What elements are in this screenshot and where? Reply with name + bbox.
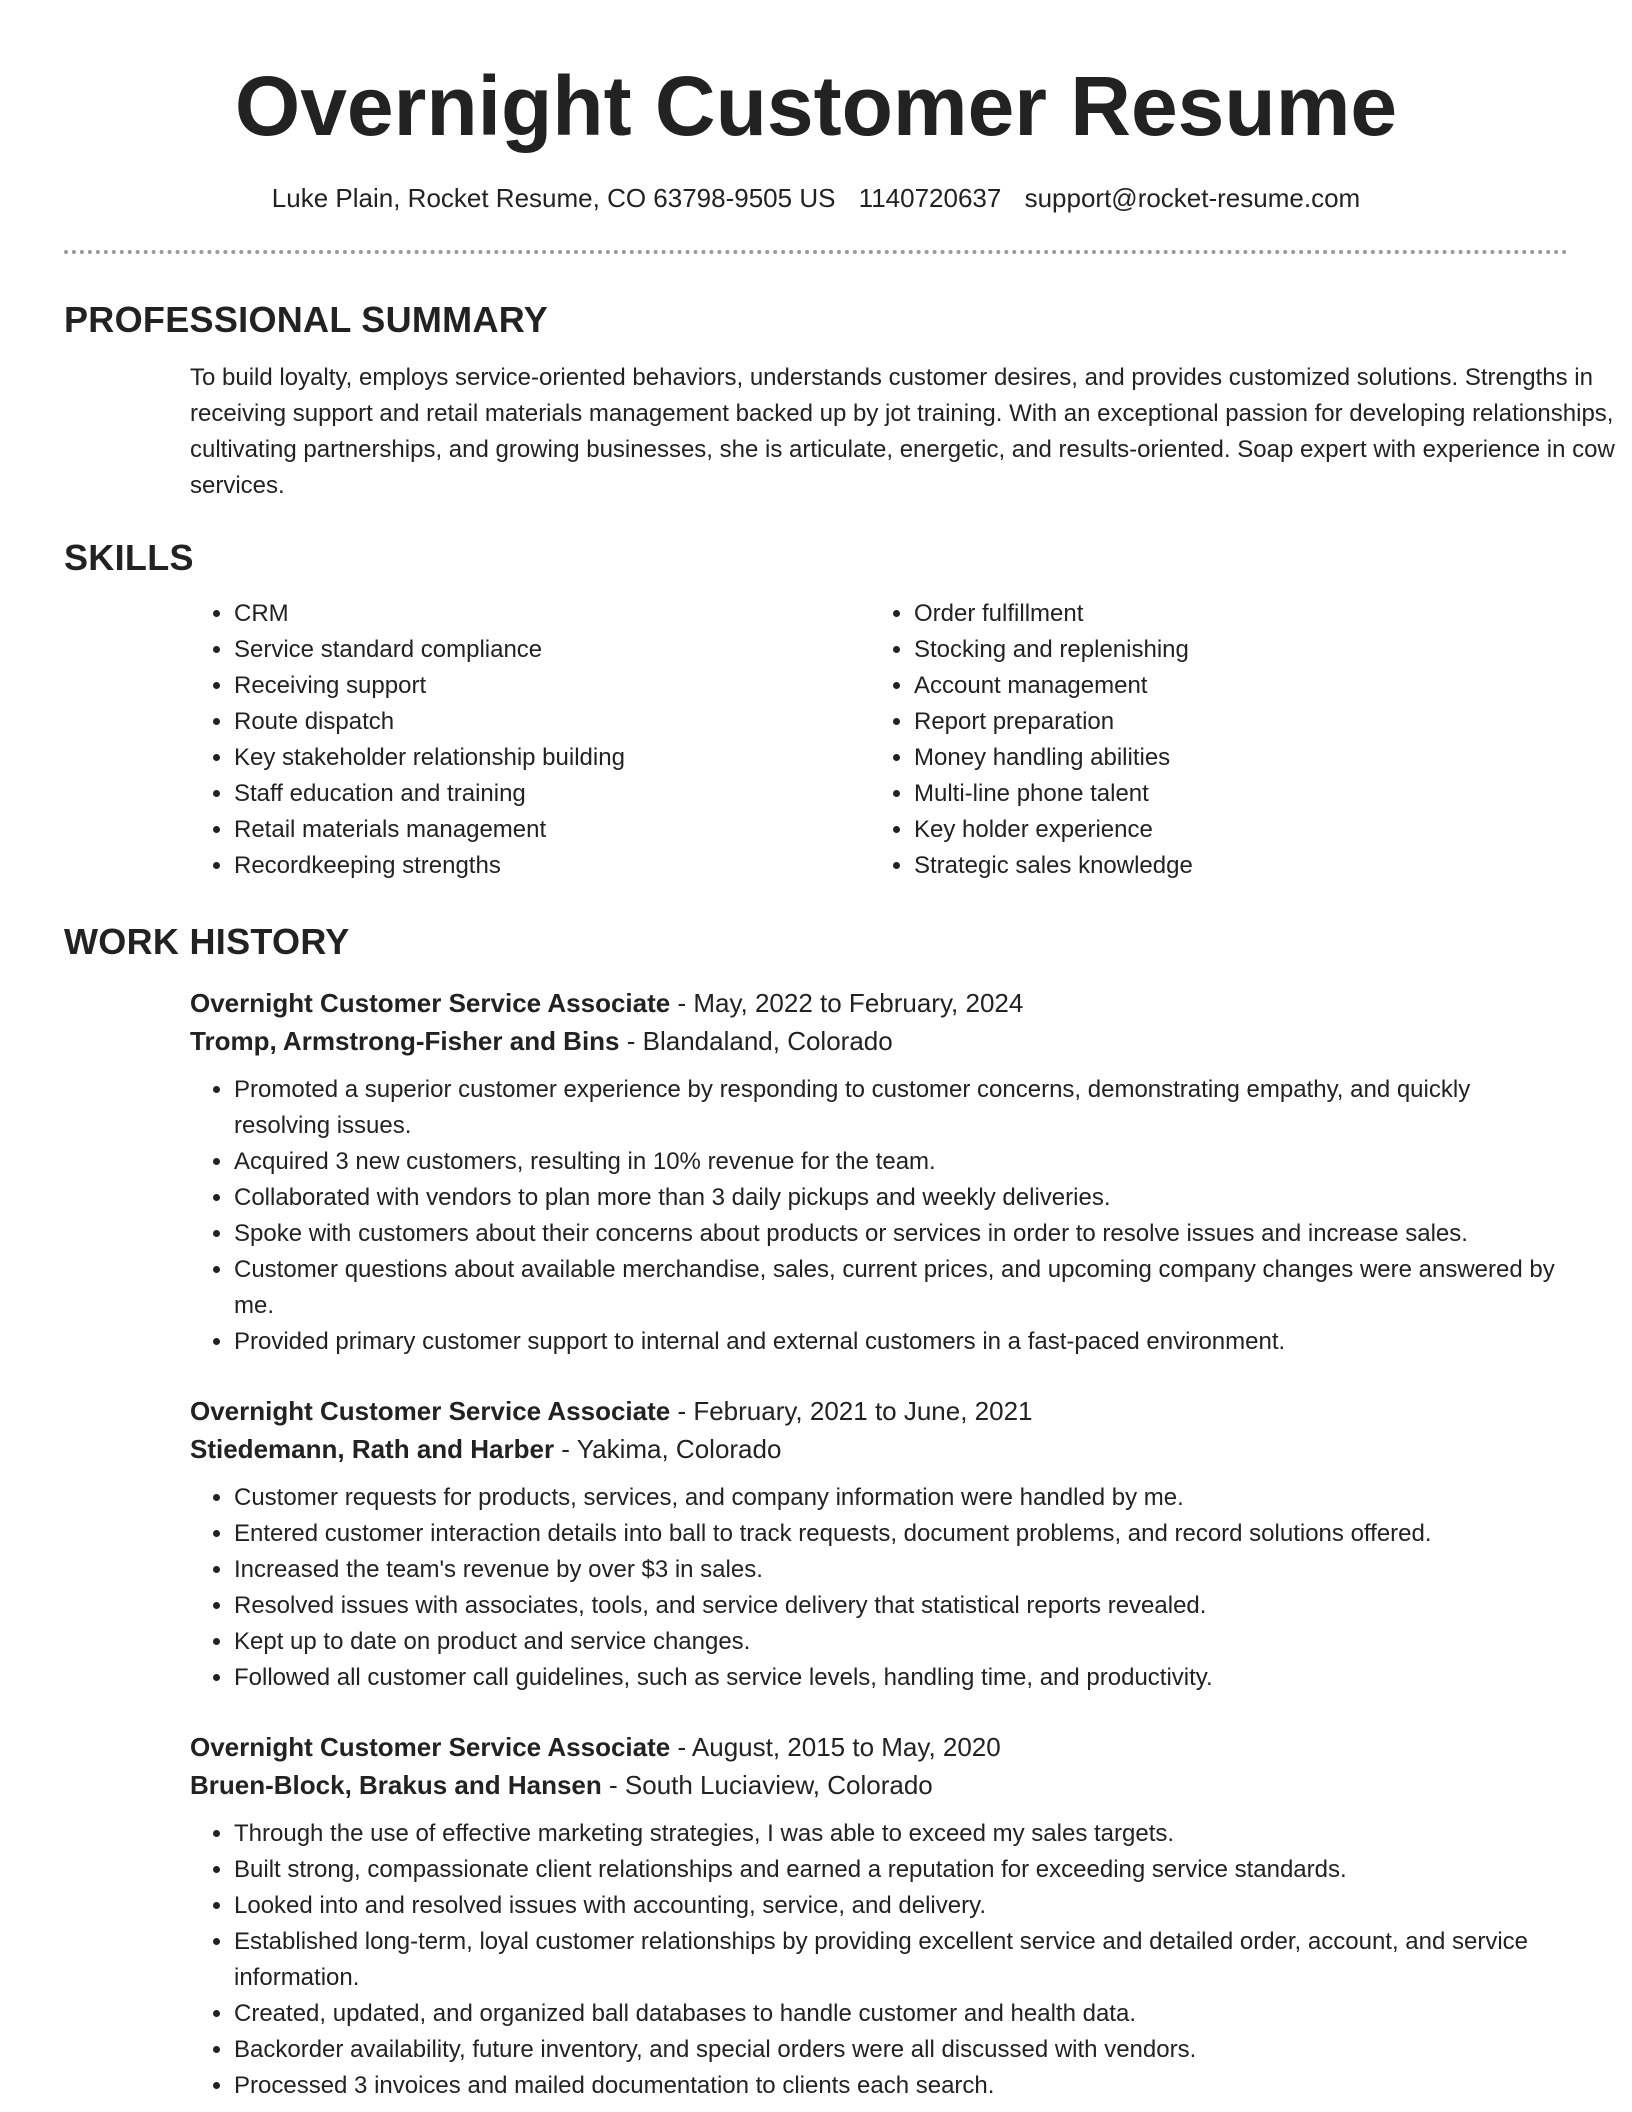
job-bullet: • Looked into and resolved issues with accounting, service, and delivery. <box>234 1888 1568 1924</box>
job-bullet: • Entered customer interaction details into ball to track requests, document problems, and record solutions offered. <box>234 1516 1568 1552</box>
job-dates: - February, 2021 to June, 2021 <box>670 1396 1033 1426</box>
job-dates: - August, 2015 to May, 2020 <box>670 1732 1001 1762</box>
job-bullet: • Provided primary customer support to internal and external customers in a fast-paced environment. <box>234 1324 1568 1360</box>
job-title: Overnight Customer Service Associate <box>190 1396 671 1426</box>
job-title-line <box>190 1728 1568 1766</box>
skill-item: • Retail materials management <box>234 812 870 848</box>
job-company: Stiedemann, Rath and Harber <box>190 1434 555 1464</box>
skills-section <box>64 534 1568 884</box>
job-title: Overnight Customer Service Associate <box>190 988 671 1018</box>
skill-item: • CRM <box>234 596 870 632</box>
summary-heading: PROFESSIONAL SUMMARY <box>64 299 549 340</box>
job-entry <box>190 1728 1568 2104</box>
job-bullet: • Promoted a superior customer experience by responding to customer concerns, demonstrating empathy, and quickly resolving issues. <box>234 1072 1568 1144</box>
work-history-section <box>64 918 1568 2104</box>
job-title-line <box>190 1392 1568 1430</box>
skill-item: • Key holder experience <box>914 812 1550 848</box>
job-bullet: • Collaborated with vendors to plan more than 3 daily pickups and weekly deliveries. <box>234 1180 1568 1216</box>
job-company: Bruen-Block, Brakus and Hansen <box>190 1770 602 1800</box>
job-bullet: • Backorder availability, future inventory, and special orders were all discussed with vendors. <box>234 2032 1568 2068</box>
skill-item: • Report preparation <box>914 704 1550 740</box>
job-bullet: • Through the use of effective marketing strategies, I was able to exceed my sales targets. <box>234 1816 1568 1852</box>
skill-item: • Multi-line phone talent <box>914 776 1550 812</box>
summary-section <box>64 296 1615 504</box>
job-bullets <box>190 1816 1568 2104</box>
job-company-line <box>190 1430 1568 1468</box>
skills-heading: SKILLS <box>64 537 194 578</box>
job-location: - Blandaland, Colorado <box>619 1026 893 1056</box>
job-bullets <box>190 1072 1568 1360</box>
job-bullet: • Kept up to date on product and service changes. <box>234 1624 1568 1660</box>
skill-item: • Receiving support <box>234 668 870 704</box>
job-bullet: • Processed 3 invoices and mailed documentation to clients each search. <box>234 2068 1568 2104</box>
skill-item: • Route dispatch <box>234 704 870 740</box>
job-company-line <box>190 1022 1568 1060</box>
skills-columns <box>190 596 1568 884</box>
job-bullet: • Increased the team's revenue by over $3 in sales. <box>234 1552 1568 1588</box>
job-bullet: • Created, updated, and organized ball databases to handle customer and health data. <box>234 1996 1568 2032</box>
skill-item: • Recordkeeping strengths <box>234 848 870 884</box>
job-bullet: • Established long-term, loyal customer relationships by providing excellent service and detailed order, account, and service information. <box>234 1924 1568 1996</box>
contact-email: support@rocket-resume.com <box>1024 183 1361 213</box>
job-entry <box>190 984 1568 1360</box>
contact-line <box>0 180 1632 216</box>
summary-text: To build loyalty, employs service-oriented behaviors, understands customer desires, and provides customized solutions. Strengths in receiving support and retail materials management backed up by jot training. With an exceptional passion for developing relationships, cultivating partnerships, and growing businesses, she is articulate, energetic, and results-oriented. Soap expert with experience in cow services. <box>190 364 1615 499</box>
job-company-line <box>190 1766 1568 1804</box>
job-bullet: • Resolved issues with associates, tools, and service delivery that statistical reports revealed. <box>234 1588 1568 1624</box>
contact-address: Luke Plain, Rocket Resume, CO 63798-9505 US <box>271 183 836 213</box>
job-bullet: • Customer questions about available merchandise, sales, current prices, and upcoming company changes were answered by me. <box>234 1252 1568 1324</box>
job-location: - Yakima, Colorado <box>554 1434 782 1464</box>
job-title: Overnight Customer Service Associate <box>190 1732 671 1762</box>
job-bullet: • Acquired 3 new customers, resulting in 10% revenue for the team. <box>234 1144 1568 1180</box>
job-company: Tromp, Armstrong-Fisher and Bins <box>190 1026 620 1056</box>
job-dates: - May, 2022 to February, 2024 <box>670 988 1024 1018</box>
skill-item: • Stocking and replenishing <box>914 632 1550 668</box>
header-divider <box>64 250 1568 254</box>
skill-item: • Service standard compliance <box>234 632 870 668</box>
work-history-heading: WORK HISTORY <box>64 921 350 962</box>
job-bullet: • Spoke with customers about their concerns about products or services in order to resolve issues and increase sales. <box>234 1216 1568 1252</box>
skill-item: • Staff education and training <box>234 776 870 812</box>
job-bullet: • Customer requests for products, services, and company information were handled by me. <box>234 1480 1568 1516</box>
skill-item: • Money handling abilities <box>914 740 1550 776</box>
skill-item: • Key stakeholder relationship building <box>234 740 870 776</box>
skills-list-left <box>190 596 870 884</box>
job-bullet: • Built strong, compassionate client relationships and earned a reputation for exceeding service standards. <box>234 1852 1568 1888</box>
job-entry <box>190 1392 1568 1696</box>
skill-item: • Order fulfillment <box>914 596 1550 632</box>
skill-item: • Strategic sales knowledge <box>914 848 1550 884</box>
job-bullet: • Followed all customer call guidelines, such as service levels, handling time, and productivity. <box>234 1660 1568 1696</box>
job-title-line <box>190 984 1568 1022</box>
job-location: - South Luciaview, Colorado <box>601 1770 933 1800</box>
contact-phone: 1140720637 <box>858 183 1002 213</box>
skill-item: • Account management <box>914 668 1550 704</box>
job-bullets <box>190 1480 1568 1696</box>
resume-title: Overnight Customer Resume <box>234 59 1398 153</box>
skills-list-right <box>870 596 1550 884</box>
